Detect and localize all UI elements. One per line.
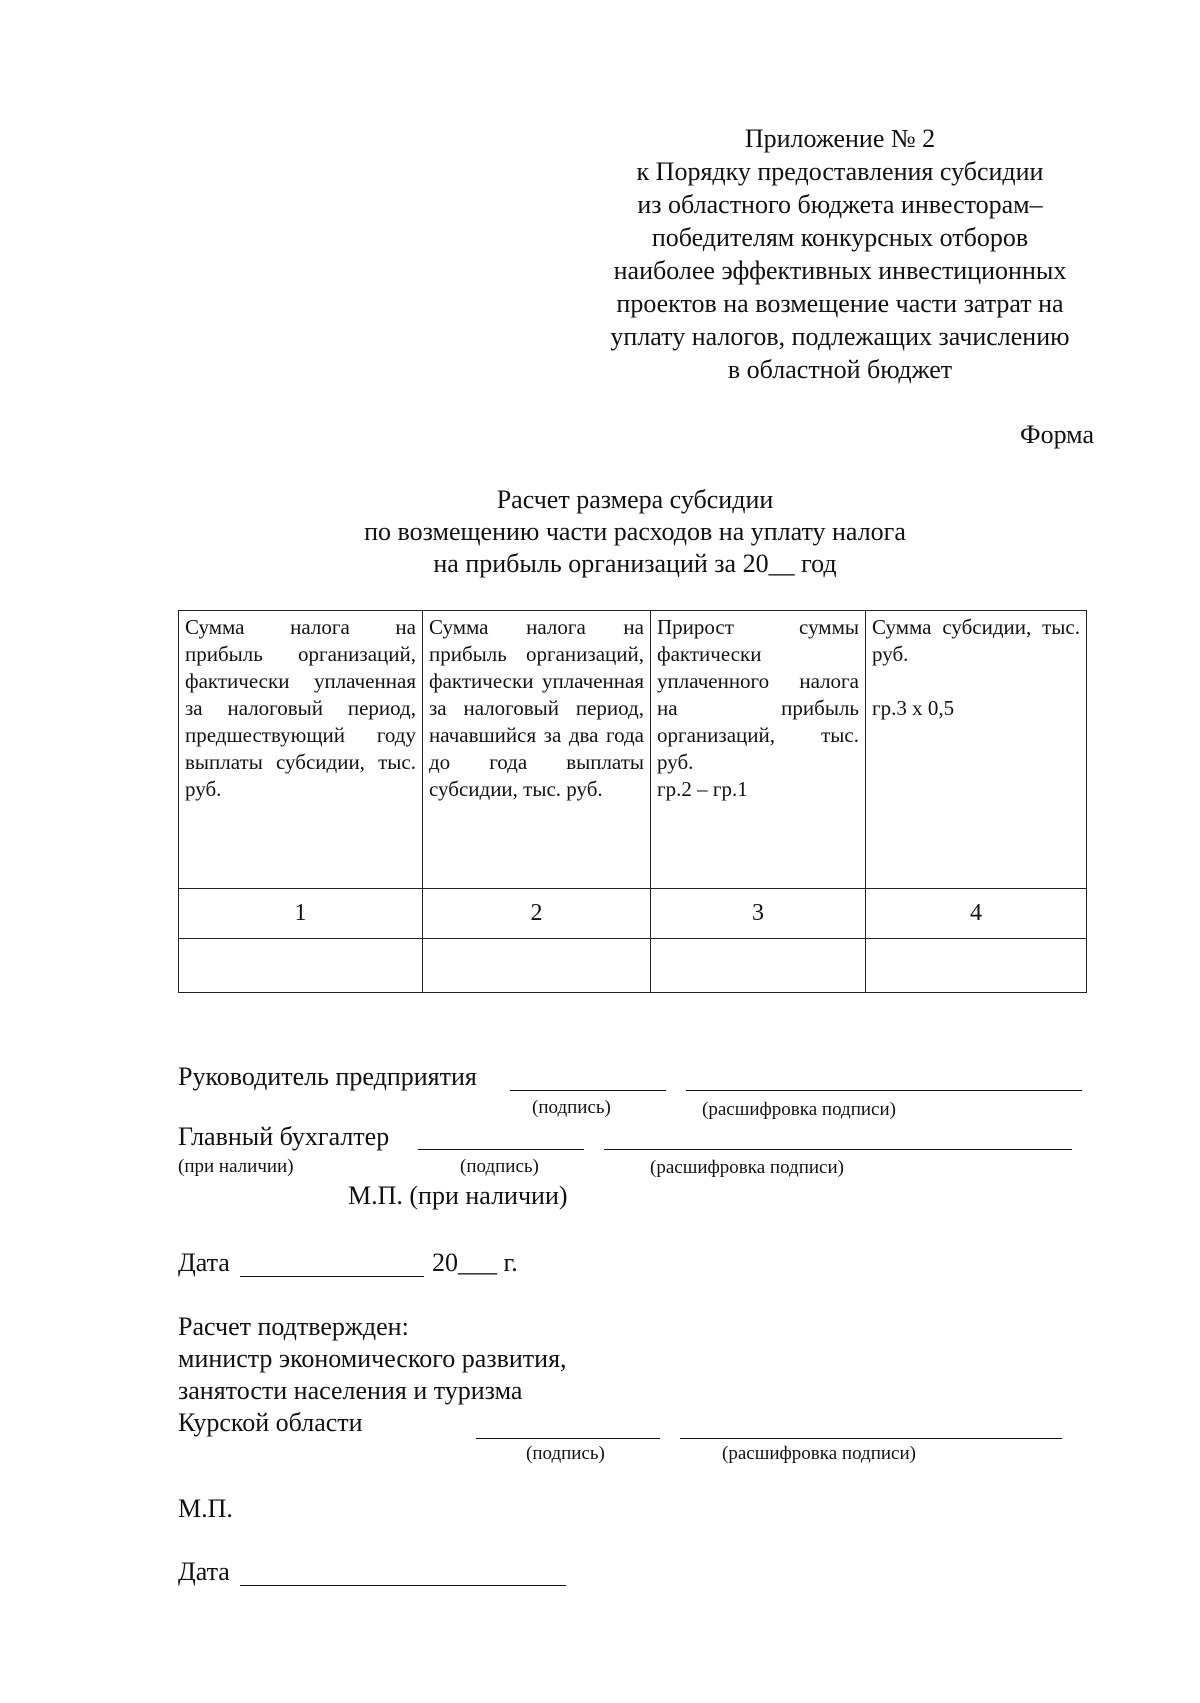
form-label: Форма [1020,420,1094,449]
appendix-line: уплату налогов, подлежащих зачислению [610,322,1070,351]
header-cell-4 [866,611,1087,889]
header-formula: гр.3 х 0,5 [872,696,955,720]
minister-signature-line [476,1438,660,1439]
header-text: Сумма налога на прибыль организаций, фактически уплаченная за налоговый период, предшествующий году выплаты субсидии, тыс. руб. [185,615,416,801]
table-row-empty [179,939,1087,993]
signature-caption: (подпись) [526,1443,605,1464]
document-title [0,484,1200,580]
confirmed-line: Расчет подтвержден: [178,1312,409,1341]
date-line-2 [240,1585,566,1586]
appendix-line: из областного бюджета инвесторам– [637,190,1043,219]
appendix-line: к Порядку предоставления субсидии [636,157,1044,186]
appendix-line: проектов на возмещение части затрат на [616,289,1064,318]
title-line: по возмещению части расходов на уплату налога [364,517,906,546]
table-row-column-numbers [179,889,1087,939]
appendix-header [560,122,1120,386]
header-cell-2 [423,611,651,889]
title-line: на прибыль организаций за 20__ год [433,549,837,578]
stamp: М.П. [178,1494,233,1523]
accountant-signature-line [418,1149,584,1150]
signature-caption: (подпись) [460,1156,539,1177]
head-decode-line [686,1090,1082,1091]
head-label: Руководитель предприятия [178,1062,477,1091]
minister-decode-line [680,1438,1062,1439]
table-header-row [179,611,1087,889]
date-label: Дата [178,1248,230,1277]
table-cell [423,939,651,993]
column-number: 2 [423,889,651,939]
header-text: Сумма субсидии, тыс. руб. [872,615,1080,666]
table-cell [651,939,866,993]
appendix-line: в областной бюджет [727,355,953,384]
confirmed-line: министр экономического развития, [178,1344,567,1373]
date-label-2: Дата [178,1557,230,1586]
column-number: 4 [866,889,1087,939]
signature-caption: (подпись) [532,1097,611,1118]
decode-caption: (расшифровка подписи) [702,1099,896,1120]
accountant-decode-line [604,1149,1072,1150]
decode-caption: (расшифровка подписи) [650,1157,844,1178]
column-number: 3 [651,889,866,939]
header-cell-3 [651,611,866,889]
date-line [240,1276,424,1277]
header-formula: гр.2 – гр.1 [657,777,748,801]
accountant-label: Главный бухгалтер [178,1122,390,1151]
appendix-line: победителям конкурсных отборов [651,223,1029,252]
column-number: 1 [179,889,423,939]
head-signature-line [510,1090,666,1091]
stamp-optional: М.П. (при наличии) [348,1181,568,1210]
date-year: 20___ г. [432,1248,518,1277]
title-line: Расчет размера субсидии [496,485,774,514]
decode-caption: (расшифровка подписи) [722,1443,916,1464]
table-cell [179,939,423,993]
confirmed-line: занятости населения и туризма [178,1376,523,1405]
accountant-note: (при наличии) [178,1156,294,1177]
confirmed-line: Курской области [178,1408,363,1437]
header-text: Прирост суммы фактически уплаченного налога на прибыль организаций, тыс. руб. [657,615,859,774]
appendix-line: Приложение № 2 [744,124,936,153]
subsidy-calculation-table [178,610,1087,993]
appendix-line: наиболее эффективных инвестиционных [613,256,1067,285]
table-cell [866,939,1087,993]
header-text: Сумма налога на прибыль организаций, фактически уплаченная за налоговый период, начавшийся за два года до года выплаты субсидии, тыс. руб. [429,615,644,801]
header-cell-1 [179,611,423,889]
